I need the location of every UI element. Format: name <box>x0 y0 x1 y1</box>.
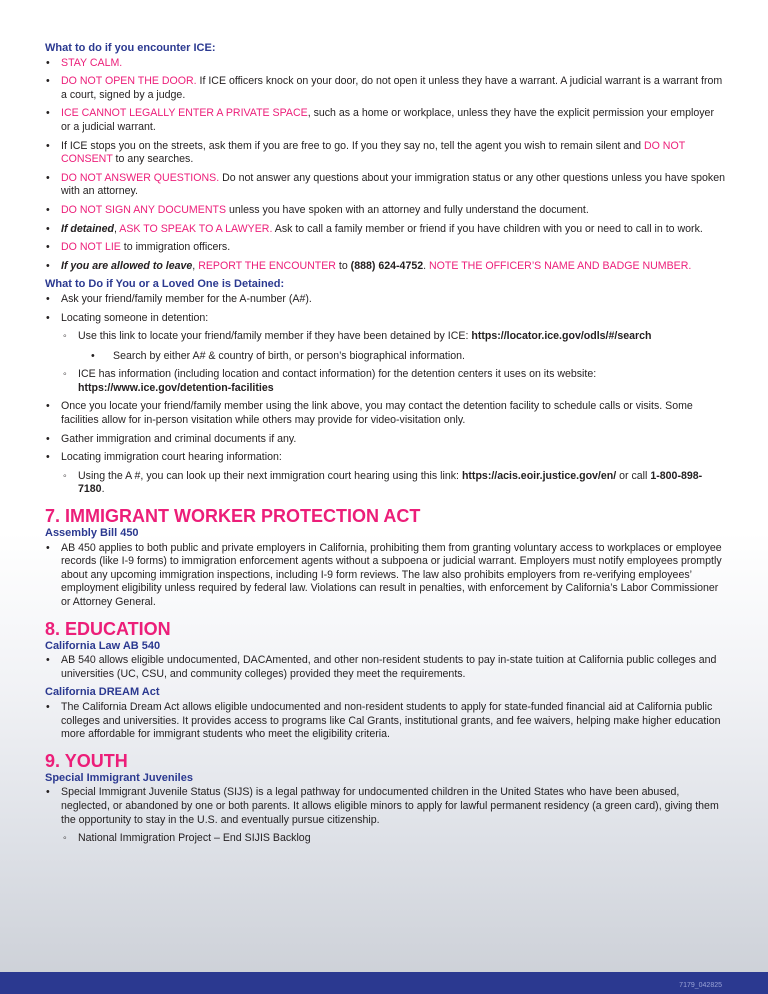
document-code: 7179_042825 <box>679 982 722 989</box>
list-item: • ICE CANNOT LEGALLY ENTER A PRIVATE SPACE, such as a home or workplace, unless they have the explicit permission your employer or a judicial warrant. <box>45 107 725 134</box>
section-7-subtitle: Assembly Bill 450 <box>45 527 139 540</box>
hotline-phone[interactable]: (888) 624-4752 <box>350 259 424 272</box>
detention-facilities-link[interactable]: https://www.ice.gov/detention-facilities <box>78 381 274 394</box>
list-item: • Search by either A# & country of birth, or person’s biographical information. <box>78 350 725 364</box>
list-item: • Special Immigrant Juvenile Status (SIJS) is a legal pathway for undocumented children in the United States who have been abused, neglected, or abandoned by one or both parents. It allows eligible minors to apply for lawful permanent residency (a green card), giving them the opportunity to stay in the U.S. and eventually pursue citizenship. ◦ National Immigration Project – End SIJIS Backlog <box>45 786 725 845</box>
list-item: ◦ National Immigration Project – End SIJIS Backlog <box>61 832 725 846</box>
list-item: ◦ ICE has information (including location and contact information) for the detention centers it uses on its website: https://www.ice.gov/detention-facilities <box>61 368 725 395</box>
list-item: • DO NOT OPEN THE DOOR. If ICE officers knock on your door, do not open it unless they have a warrant. A judicial warrant is a warrant from a court, signed by a judge. <box>45 75 725 102</box>
list-item: • Locating someone in detention: ◦ Use this link to locate your friend/family member if they have been detained by ICE: https://locator.ice.gov/odls/#/search • Search by either A# & country of birth, or person’s biographical information. ◦ ICE has information (including location and contact information) for the detention centers it uses on its website: https://www.ice.gov/detention-facilities <box>45 312 725 396</box>
list-item: • AB 540 allows eligible undocumented, DACAmented, and other non-resident students to pay in-state tuition at California public colleges and universities (UC, CSU, and community colleges) provided they meet the requirements. <box>45 654 725 681</box>
section-8-subtitle-2: California DREAM Act <box>45 686 160 699</box>
section-9-title: 9. YOUTH <box>45 750 128 771</box>
list-item: • If you are allowed to leave, REPORT THE ENCOUNTER to (888) 624-4752. NOTE THE OFFICER’S NAME AND BADGE NUMBER. <box>45 260 725 274</box>
footer-band <box>0 972 768 994</box>
eoir-phone[interactable]: 1-800-898-7180 <box>78 469 703 496</box>
section-8-subtitle-1: California Law AB 540 <box>45 639 161 652</box>
list-item: • Gather immigration and criminal documents if any. <box>45 433 725 447</box>
list-item: ◦ Use this link to locate your friend/family member if they have been detained by ICE: https://locator.ice.gov/odls/#/search • Search by either A# & country of birth, or person’s biographical information. <box>61 330 725 363</box>
section-7-title: 7. IMMIGRANT WORKER PROTECTION ACT <box>45 506 421 527</box>
list-item: • AB 450 applies to both public and private employers in California, prohibiting them from granting voluntary access to workplaces or employee records (like I-9 forms) to immigration enforcement agents without a subpoena or judicial warrant. Employers must notify employees promptly about any upcoming immigration inspections, including I-9 form reviews. The law also prohibits employers from re-verifying employees’ employment eligibility unless required by federal law. Violations can result in penalties, with enforcement by California’s Labor Commissioner or Attorney General. <box>45 542 725 610</box>
list-item: • Locating immigration court hearing information: ◦ Using the A #, you can look up their next immigration court hearing using this link: https://acis.eoir.justice.gov/en/ or call 1-800-898-7180. <box>45 451 725 497</box>
list-item: • If ICE stops you on the streets, ask them if you are free to go. If you they say no, tell the agent you wish to remain silent and DO NOT CONSENT to any searches. <box>45 140 725 167</box>
ice-encounter-list <box>45 57 725 274</box>
list-item: • Once you locate your friend/family member using the link above, you may contact the detention facility to schedule calls or visits. Some facilities allow for in-person visitation while others may provide for video-visitation only. <box>45 400 725 427</box>
list-item: • DO NOT SIGN ANY DOCUMENTS unless you have spoken with an attorney and fully understand the document. <box>45 204 725 218</box>
section-8-title: 8. EDUCATION <box>45 618 171 639</box>
ice-locator-link[interactable]: https://locator.ice.gov/odls/#/search <box>471 330 652 343</box>
list-item: • DO NOT ANSWER QUESTIONS. Do not answer any questions about your immigration status or any other questions unless you have spoken with an attorney. <box>45 172 725 199</box>
eoir-link[interactable]: https://acis.eoir.justice.gov/en/ <box>461 469 617 482</box>
page-content <box>45 42 725 851</box>
detained-list <box>45 293 725 497</box>
list-item: • DO NOT LIE to immigration officers. <box>45 241 725 255</box>
detention-sublist <box>61 330 725 395</box>
list-item: • STAY CALM. <box>45 57 725 71</box>
section-9-subtitle: Special Immigrant Juveniles <box>45 771 193 784</box>
list-item: ◦ Using the A #, you can look up their next immigration court hearing using this link: https://acis.eoir.justice.gov/en/ or call 1-800-898-7180. <box>61 470 725 497</box>
ice-encounter-heading: What to do if you encounter ICE: <box>45 42 216 54</box>
list-item: • If detained, ASK TO SPEAK TO A LAWYER. Ask to call a family member or friend if you have children with you or need to call in to work. <box>45 223 725 237</box>
list-item: • The California Dream Act allows eligible undocumented and non-resident students to apply for state-funded financial aid at California public colleges and universities. It provides access to programs like Cal Grants, institutional grants, and fee waivers, helping make higher education more affordable for immigrant students who meet the eligibility criteria. <box>45 701 725 742</box>
detained-heading: What to Do if You or a Loved One is Detained: <box>45 278 285 291</box>
list-item: • Ask your friend/family member for the A-number (A#). <box>45 293 725 307</box>
